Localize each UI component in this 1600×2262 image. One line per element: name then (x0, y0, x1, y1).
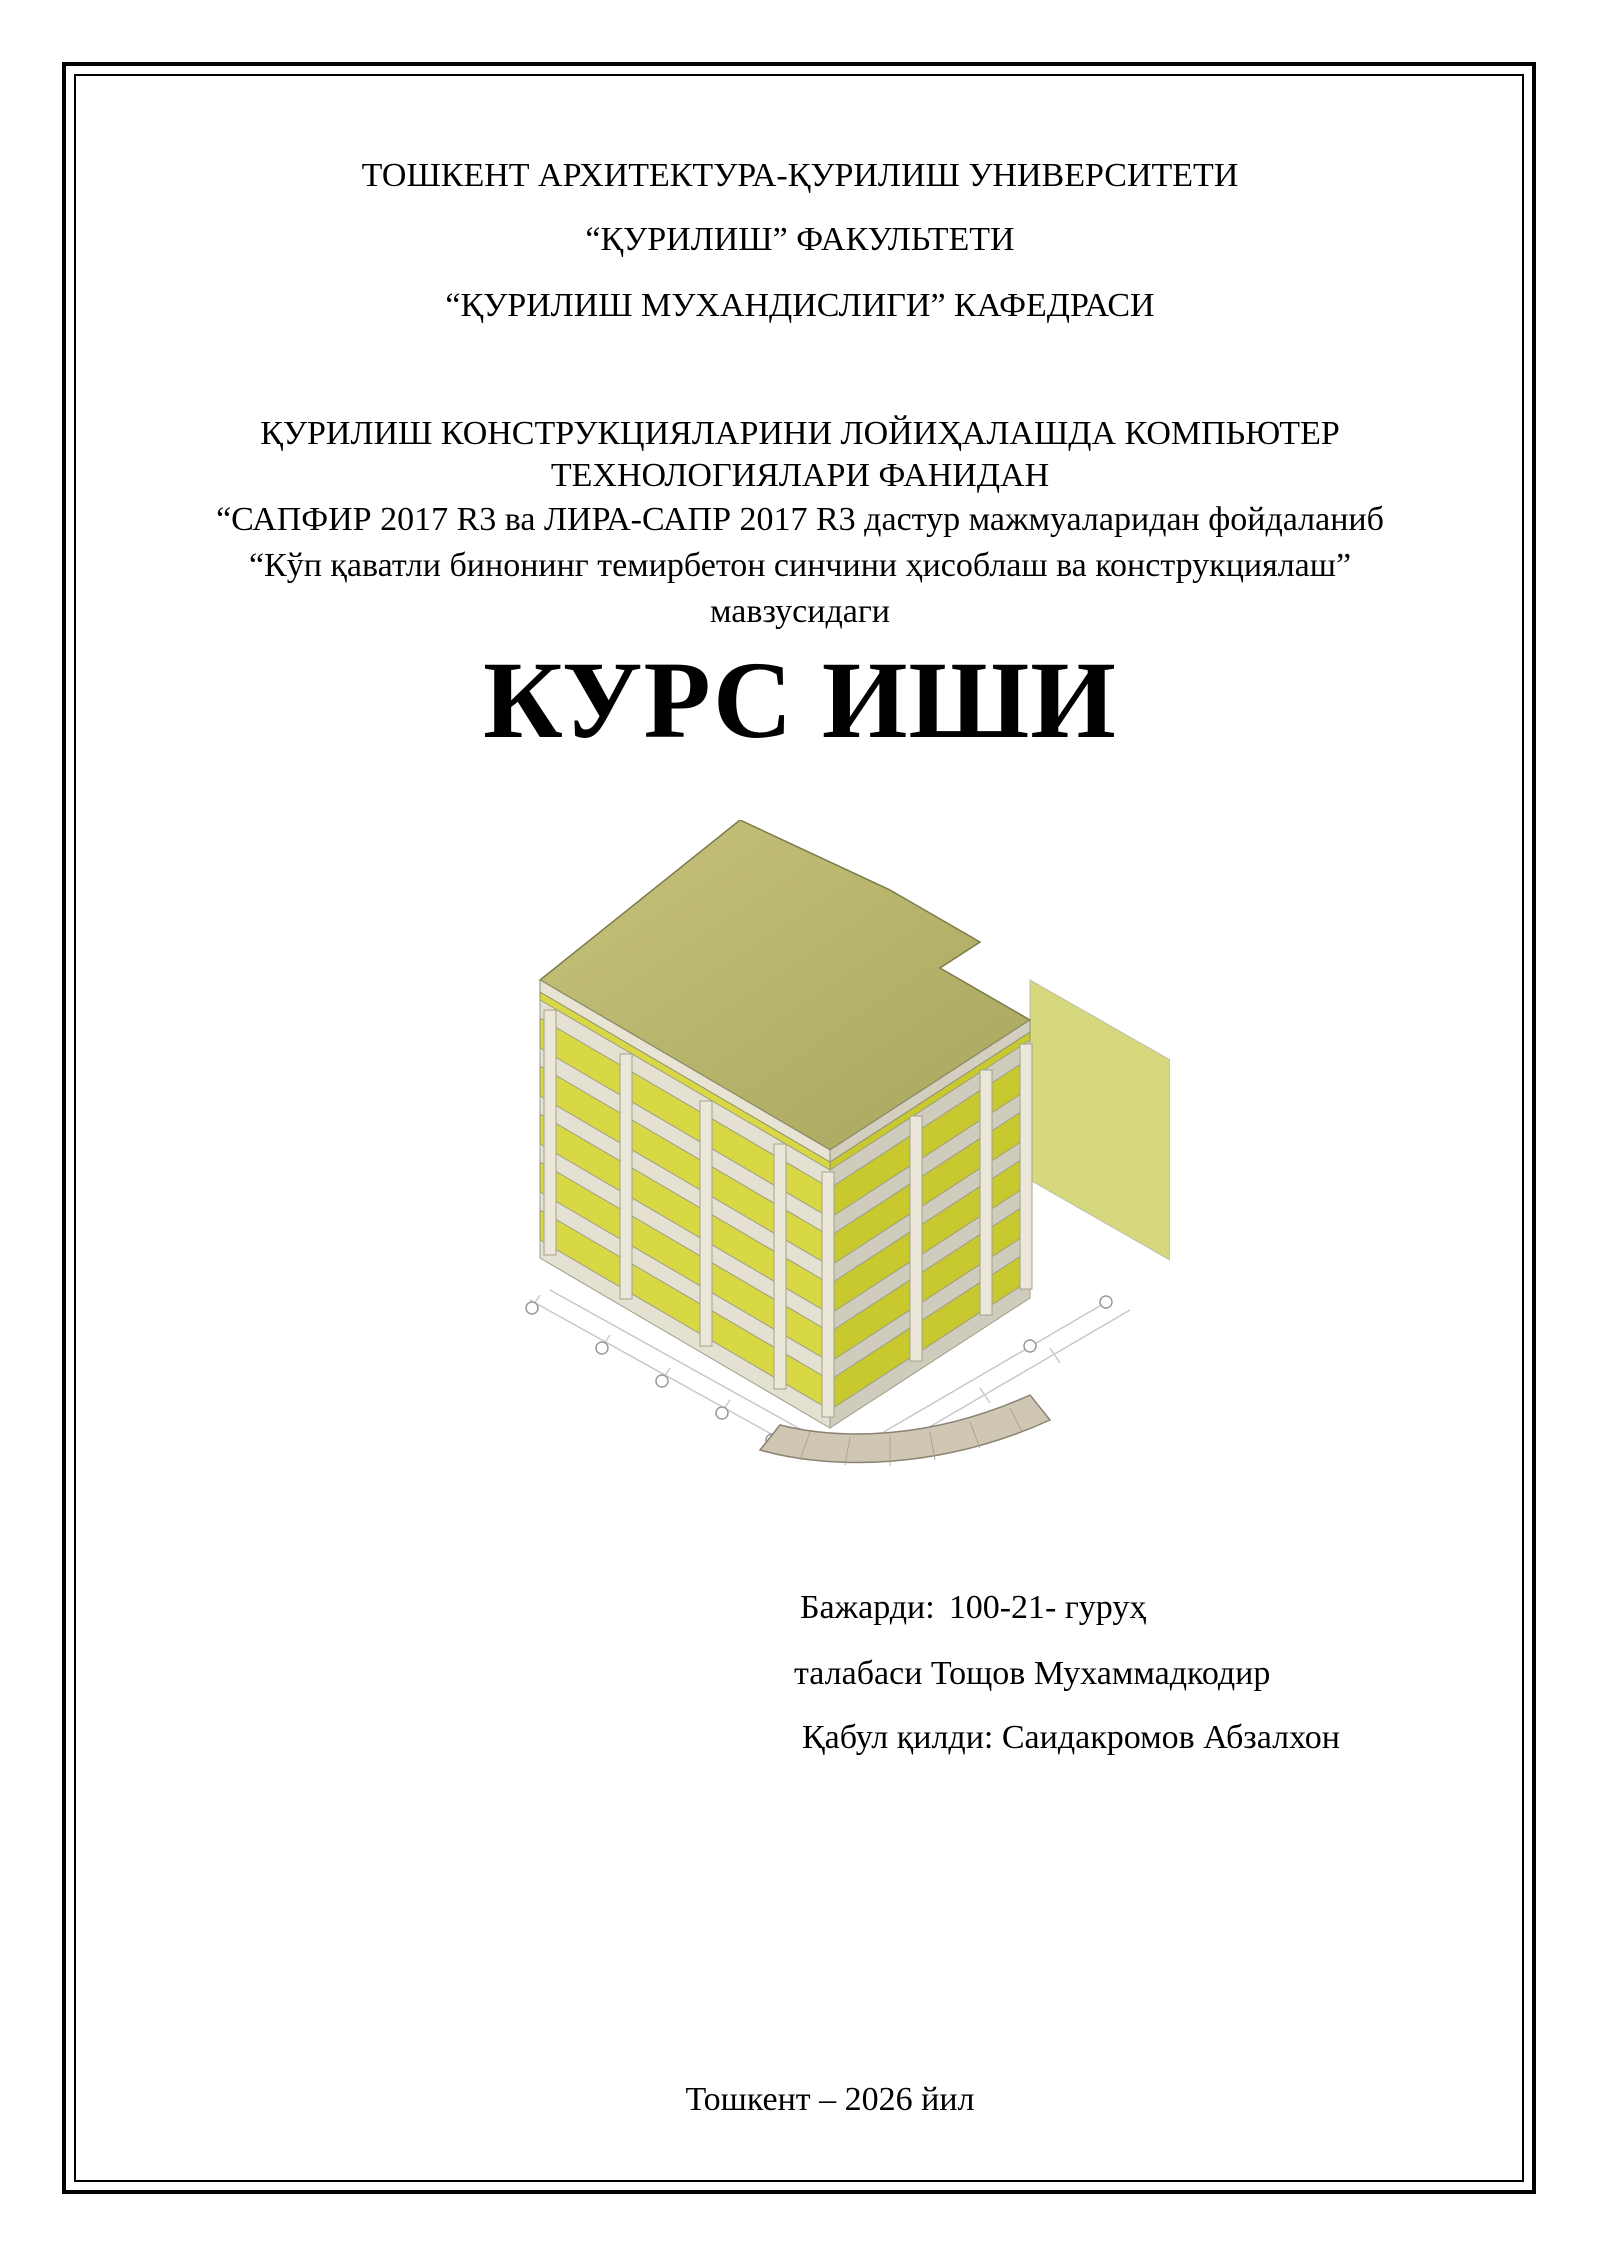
faculty-name: “ҚУРИЛИШ” ФАКУЛЬТЕТИ (585, 221, 1015, 258)
subject-line-1: ҚУРИЛИШ КОНСТРУКЦИЯЛАРИНИ ЛОЙИҲАЛАШДА КОМПЬЮТЕР (260, 415, 1340, 452)
subject-line-3: “САПФИР 2017 R3 ва ЛИРА-САПР 2017 R3 дастур мажмуаларидан фойдаланиб (216, 501, 1384, 538)
done-by-line (800, 1588, 1146, 1628)
page-title: КУРС ИШИ (483, 639, 1117, 761)
student-name: талабаси Тощов Мухаммадкодир (794, 1655, 1271, 1692)
department-name: “ҚУРИЛИШ МУХАНДИСЛИГИ” КАФЕДРАСИ (445, 287, 1155, 324)
group-number: 100-21- гуруҳ (948, 1589, 1147, 1626)
footer-city-year: Тошкент – 2026 йил (685, 2081, 975, 2118)
accepted-by: Қабул қилди: Саидакромов Абзалхон (802, 1719, 1340, 1756)
university-name: ТОШКЕНТ АРХИТЕКТУРА-ҚУРИЛИШ УНИВЕРСИТЕТИ (361, 157, 1239, 194)
subject-line-5: мавзусидаги (710, 593, 890, 630)
done-by-label: Бажарди: (800, 1589, 935, 1626)
subject-line-2: ТЕХНОЛОГИЯЛАРИ ФАНИДАН (550, 457, 1050, 494)
building-illustration (510, 820, 1170, 1490)
subject-line-4: “Кўп қаватли бинонинг темирбетон синчини ҳисоблаш ва конструкциялаш” (248, 547, 1352, 584)
